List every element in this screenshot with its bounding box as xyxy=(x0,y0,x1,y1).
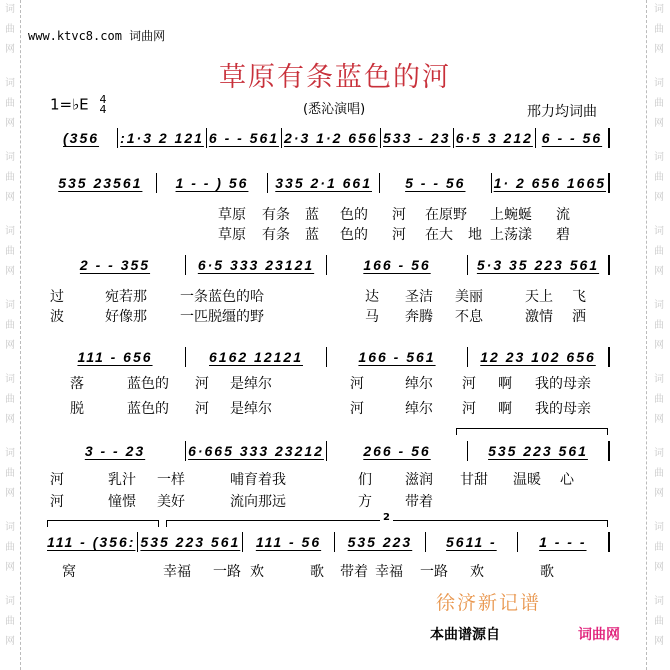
time-signature xyxy=(99,95,106,115)
measure: :1·3 2 121 xyxy=(118,128,207,148)
lyric-word: 草原 xyxy=(218,227,246,243)
lyric-word: 绰尔 xyxy=(405,376,433,392)
watermark-char: 曲 xyxy=(654,394,664,405)
lyric-word: 方 xyxy=(358,494,372,510)
staff-line xyxy=(45,128,610,148)
watermark-char: 词 xyxy=(654,226,664,237)
watermark-char: 词 xyxy=(654,300,664,311)
measure: 6·5 333 23121 xyxy=(186,255,327,275)
measure: 535 23561 xyxy=(45,173,157,193)
lyric-word: 天上 xyxy=(525,289,553,305)
measure: 1 - - - xyxy=(518,532,610,552)
lyric-word: 过 xyxy=(50,289,64,305)
measure: 12 23 102 656 xyxy=(468,347,610,367)
lyric-word: 脱 xyxy=(70,401,84,417)
staff-line xyxy=(45,532,610,552)
lyric-word: 在原野 xyxy=(425,207,467,223)
lyric-word: 美丽 xyxy=(455,289,483,305)
watermark-left xyxy=(3,0,17,666)
measure: 6 - - 56 xyxy=(536,128,610,148)
lyric-word: 我的母亲 xyxy=(535,401,591,417)
watermark-char: 曲 xyxy=(654,468,664,479)
watermark-right xyxy=(652,0,666,666)
watermark-char: 词 xyxy=(5,596,15,607)
watermark-char: 网 xyxy=(5,562,15,573)
author: 邢力均词曲 xyxy=(527,104,597,120)
lyric-word: 欢 xyxy=(250,564,264,580)
watermark-char: 曲 xyxy=(5,616,15,627)
lyric-word: 歌 xyxy=(310,564,324,580)
watermark-char: 曲 xyxy=(654,24,664,35)
lyric-word: 有条 xyxy=(262,227,290,243)
lyric-word: 憧憬 xyxy=(108,494,136,510)
lyric-word: 啊 xyxy=(498,401,512,417)
watermark-char: 曲 xyxy=(5,172,15,183)
lyric-word: 有条 xyxy=(262,207,290,223)
lyric-word: 绰尔 xyxy=(405,401,433,417)
lyric-word: 波 xyxy=(50,309,64,325)
lyric-word: 幸福 xyxy=(163,564,191,580)
watermark-char: 词 xyxy=(654,448,664,459)
lyric-word: 河 xyxy=(50,472,64,488)
lyric-word: 激情 xyxy=(525,309,553,325)
lyric-word: 滋润 xyxy=(405,472,433,488)
watermark-char: 词 xyxy=(5,226,15,237)
measure: 166 - 56 xyxy=(327,255,468,275)
watermark-char: 曲 xyxy=(654,172,664,183)
lyric-word: 宛若那 xyxy=(105,289,147,305)
lyric-word: 马 xyxy=(365,309,379,325)
site-header xyxy=(28,27,165,44)
staff-line xyxy=(45,441,610,461)
time-top: 4 xyxy=(99,93,107,106)
watermark-char: 曲 xyxy=(654,542,664,553)
watermark-char: 词 xyxy=(654,522,664,533)
watermark-char: 词 xyxy=(5,522,15,533)
watermark-char: 曲 xyxy=(5,468,15,479)
lyric-word: 歌 xyxy=(540,564,554,580)
watermark-char: 曲 xyxy=(654,246,664,257)
lyric-word: 上蜿蜒 xyxy=(490,207,532,223)
lyric-word: 河 xyxy=(350,376,364,392)
watermark-char: 网 xyxy=(5,636,15,647)
watermark-char: 词 xyxy=(5,152,15,163)
lyric-word: 不息 xyxy=(455,309,483,325)
lyric-word: 河 xyxy=(50,494,64,510)
volta-bracket-first xyxy=(47,520,159,527)
lyric-word: 蓝 xyxy=(305,207,319,223)
measure: 1· 2 656 1665 xyxy=(492,173,610,193)
watermark-char: 曲 xyxy=(5,320,15,331)
watermark-char: 词 xyxy=(5,448,15,459)
watermark-char: 网 xyxy=(5,192,15,203)
lyric-word: 河 xyxy=(462,376,476,392)
measure: 6162 12121 xyxy=(186,347,327,367)
volta-bracket-1 xyxy=(456,428,608,435)
watermark-char: 网 xyxy=(654,266,664,277)
lyric-word: 带着 xyxy=(340,564,368,580)
watermark-char: 曲 xyxy=(5,246,15,257)
site-url: www.ktvc8.com xyxy=(28,29,122,43)
lyric-word: 我的母亲 xyxy=(535,376,591,392)
lyric-word: 河 xyxy=(195,401,209,417)
lyric-word: 地 xyxy=(468,227,482,243)
watermark-char: 曲 xyxy=(654,320,664,331)
lyric-word: 流 xyxy=(556,207,570,223)
lyric-word: 们 xyxy=(358,472,372,488)
lyric-word: 幸福 xyxy=(375,564,403,580)
lyric-word: 蓝 xyxy=(305,227,319,243)
watermark-char: 词 xyxy=(5,300,15,311)
left-border-line xyxy=(20,0,21,670)
measure: 2 - - 355 xyxy=(45,255,186,275)
lyric-word: 河 xyxy=(462,401,476,417)
measure: 6·5 3 212 xyxy=(454,128,536,148)
key-signature xyxy=(50,95,106,115)
lyric-word: 一匹脱缰的野 xyxy=(180,309,264,325)
watermark-char: 词 xyxy=(654,374,664,385)
lyric-word: 窝 xyxy=(62,564,76,580)
watermark-char: 网 xyxy=(5,118,15,129)
watermark-char: 曲 xyxy=(5,98,15,109)
key-tonic: 1=♭E xyxy=(50,95,89,114)
lyric-word: 一条蓝色的哈 xyxy=(180,289,264,305)
measure: (356 xyxy=(45,128,118,148)
lyric-word: 啊 xyxy=(498,376,512,392)
measure: 166 - 561 xyxy=(327,347,468,367)
measure: 5 - - 56 xyxy=(380,173,492,193)
lyric-word: 上荡漾 xyxy=(490,227,532,243)
measure: 335 2·1 661 xyxy=(268,173,380,193)
time-bottom: 4 xyxy=(99,103,107,116)
source-name: 词曲网 xyxy=(578,627,620,643)
measure: 111 - (356: xyxy=(45,532,138,552)
lyric-word: 河 xyxy=(350,401,364,417)
watermark-char: 词 xyxy=(654,152,664,163)
measure: 6 - - 561 xyxy=(207,128,282,148)
lyric-word: 飞 xyxy=(572,289,586,305)
measure: 2·3 1·2 656 xyxy=(282,128,381,148)
staff-line xyxy=(45,347,610,367)
watermark-char: 词 xyxy=(5,4,15,15)
watermark-char: 词 xyxy=(654,78,664,89)
watermark-char: 网 xyxy=(5,44,15,55)
watermark-char: 网 xyxy=(5,414,15,425)
transcriber: 徐济新记谱 xyxy=(436,592,542,614)
watermark-char: 曲 xyxy=(5,24,15,35)
watermark-char: 网 xyxy=(654,340,664,351)
lyric-word: 欢 xyxy=(470,564,484,580)
measure: 266 - 56 xyxy=(327,441,468,461)
measure: 1 - - ) 56 xyxy=(157,173,269,193)
lyric-word: 达 xyxy=(365,289,379,305)
measure: 6·665 333 23212 xyxy=(186,441,327,461)
watermark-char: 曲 xyxy=(5,394,15,405)
lyric-word: 一路 xyxy=(213,564,241,580)
right-border-line xyxy=(646,0,647,670)
lyric-word: 是绰尔 xyxy=(230,401,272,417)
lyric-word: 美好 xyxy=(157,494,185,510)
measure: 111 - 656 xyxy=(45,347,186,367)
measure: 5·3 35 223 561 xyxy=(468,255,610,275)
watermark-char: 网 xyxy=(654,414,664,425)
lyric-word: 流向那远 xyxy=(230,494,286,510)
volta-number: 2 xyxy=(380,512,393,523)
measure: 533 - 23 xyxy=(381,128,454,148)
site-name: 词曲网 xyxy=(129,29,166,43)
measure: 535 223 561 xyxy=(138,532,243,552)
watermark-char: 网 xyxy=(5,340,15,351)
lyric-word: 草原 xyxy=(218,207,246,223)
lyric-word: 洒 xyxy=(572,309,586,325)
lyric-word: 蓝色的 xyxy=(127,376,169,392)
measure: 535 223 561 xyxy=(468,441,610,461)
measure: 5611 - xyxy=(426,532,517,552)
lyric-word: 带着 xyxy=(405,494,433,510)
lyric-word: 蓝色的 xyxy=(127,401,169,417)
watermark-char: 词 xyxy=(5,374,15,385)
song-title: 草原有条蓝色的河 xyxy=(219,62,451,93)
lyric-word: 乳汁 xyxy=(108,472,136,488)
watermark-char: 网 xyxy=(654,44,664,55)
watermark-char: 网 xyxy=(654,488,664,499)
lyric-word: 色的 xyxy=(340,227,368,243)
lyric-word: 河 xyxy=(195,376,209,392)
watermark-char: 网 xyxy=(654,192,664,203)
lyric-word: 圣洁 xyxy=(405,289,433,305)
measure: 535 223 xyxy=(335,532,426,552)
watermark-char: 词 xyxy=(654,596,664,607)
watermark-char: 曲 xyxy=(654,98,664,109)
watermark-char: 曲 xyxy=(654,616,664,627)
watermark-char: 曲 xyxy=(5,542,15,553)
lyric-word: 是绰尔 xyxy=(230,376,272,392)
watermark-char: 词 xyxy=(5,78,15,89)
lyric-word: 色的 xyxy=(340,207,368,223)
watermark-char: 网 xyxy=(5,488,15,499)
measure: 3 - - 23 xyxy=(45,441,186,461)
lyric-word: 甘甜 xyxy=(460,472,488,488)
lyric-word: 一路 xyxy=(420,564,448,580)
source-label: 本曲谱源自 xyxy=(430,627,500,643)
lyric-word: 河 xyxy=(392,227,406,243)
watermark-char: 网 xyxy=(654,562,664,573)
staff-line xyxy=(45,173,610,193)
lyric-word: 奔腾 xyxy=(405,309,433,325)
watermark-char: 词 xyxy=(654,4,664,15)
lyric-word: 心 xyxy=(560,472,574,488)
watermark-char: 网 xyxy=(5,266,15,277)
lyric-word: 落 xyxy=(70,376,84,392)
staff-line xyxy=(45,255,610,275)
lyric-word: 哺育着我 xyxy=(230,472,286,488)
measure: 111 - 56 xyxy=(243,532,334,552)
watermark-char: 网 xyxy=(654,118,664,129)
lyric-word: 好像那 xyxy=(105,309,147,325)
lyric-word: 一样 xyxy=(157,472,185,488)
singer: (悉沁演唱) xyxy=(303,102,366,117)
lyric-word: 碧 xyxy=(556,227,570,243)
lyric-word: 河 xyxy=(392,207,406,223)
lyric-word: 在大 xyxy=(425,227,453,243)
lyric-word: 温暖 xyxy=(513,472,541,488)
watermark-char: 网 xyxy=(654,636,664,647)
